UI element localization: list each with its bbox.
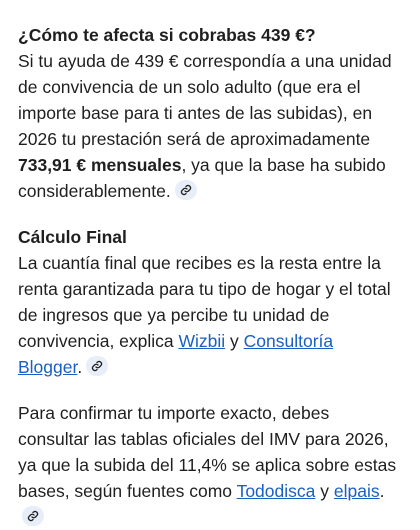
source-link-button[interactable]	[175, 180, 197, 200]
section-paragraph: Si tu ayuda de 439 € correspondía a una unidad de convivencia de un solo adulto (que era el importe base para ti antes de las subidas), en 2026 tu prestación será de aproximadamente 733,91 € mensuales, ya que la base ha subido considerablemente.	[18, 51, 392, 201]
amount-highlight: 733,91 € mensuales	[18, 155, 182, 175]
section-final-calc	[18, 224, 402, 380]
source-link-button[interactable]	[22, 506, 44, 526]
section-effect	[18, 22, 402, 204]
source-link-button[interactable]	[86, 356, 108, 376]
section-heading: ¿Cómo te afecta si cobrabas 439 €?	[18, 25, 316, 45]
section-paragraph: Para confirmar tu importe exacto, debes consultar las tablas oficiales del IMV para 2026, ya que la subida del 11,4% se aplica sobre estas bases, según fuentes como Tododisca y elpais.	[18, 400, 402, 530]
link-icon	[27, 510, 39, 522]
link-icon	[91, 360, 103, 372]
source-link-wizbii[interactable]: Wizbii	[178, 331, 226, 351]
source-link-tododisca[interactable]: Tododisca	[236, 481, 316, 501]
section-paragraph: La cuantía final que recibes es la resta entre la renta garantizada para tu tipo de hogar y el total de ingresos que ya percibe tu unidad de convivencia, explica Wizbii y Consultoría Blogger.	[18, 253, 391, 377]
source-link-elpais[interactable]: elpais	[333, 481, 380, 501]
section-heading: Cálculo Final	[18, 227, 127, 247]
section-confirm	[18, 400, 402, 530]
source-link-consultoria[interactable]: Consultoría Blogger	[18, 331, 334, 377]
link-icon	[180, 184, 192, 196]
